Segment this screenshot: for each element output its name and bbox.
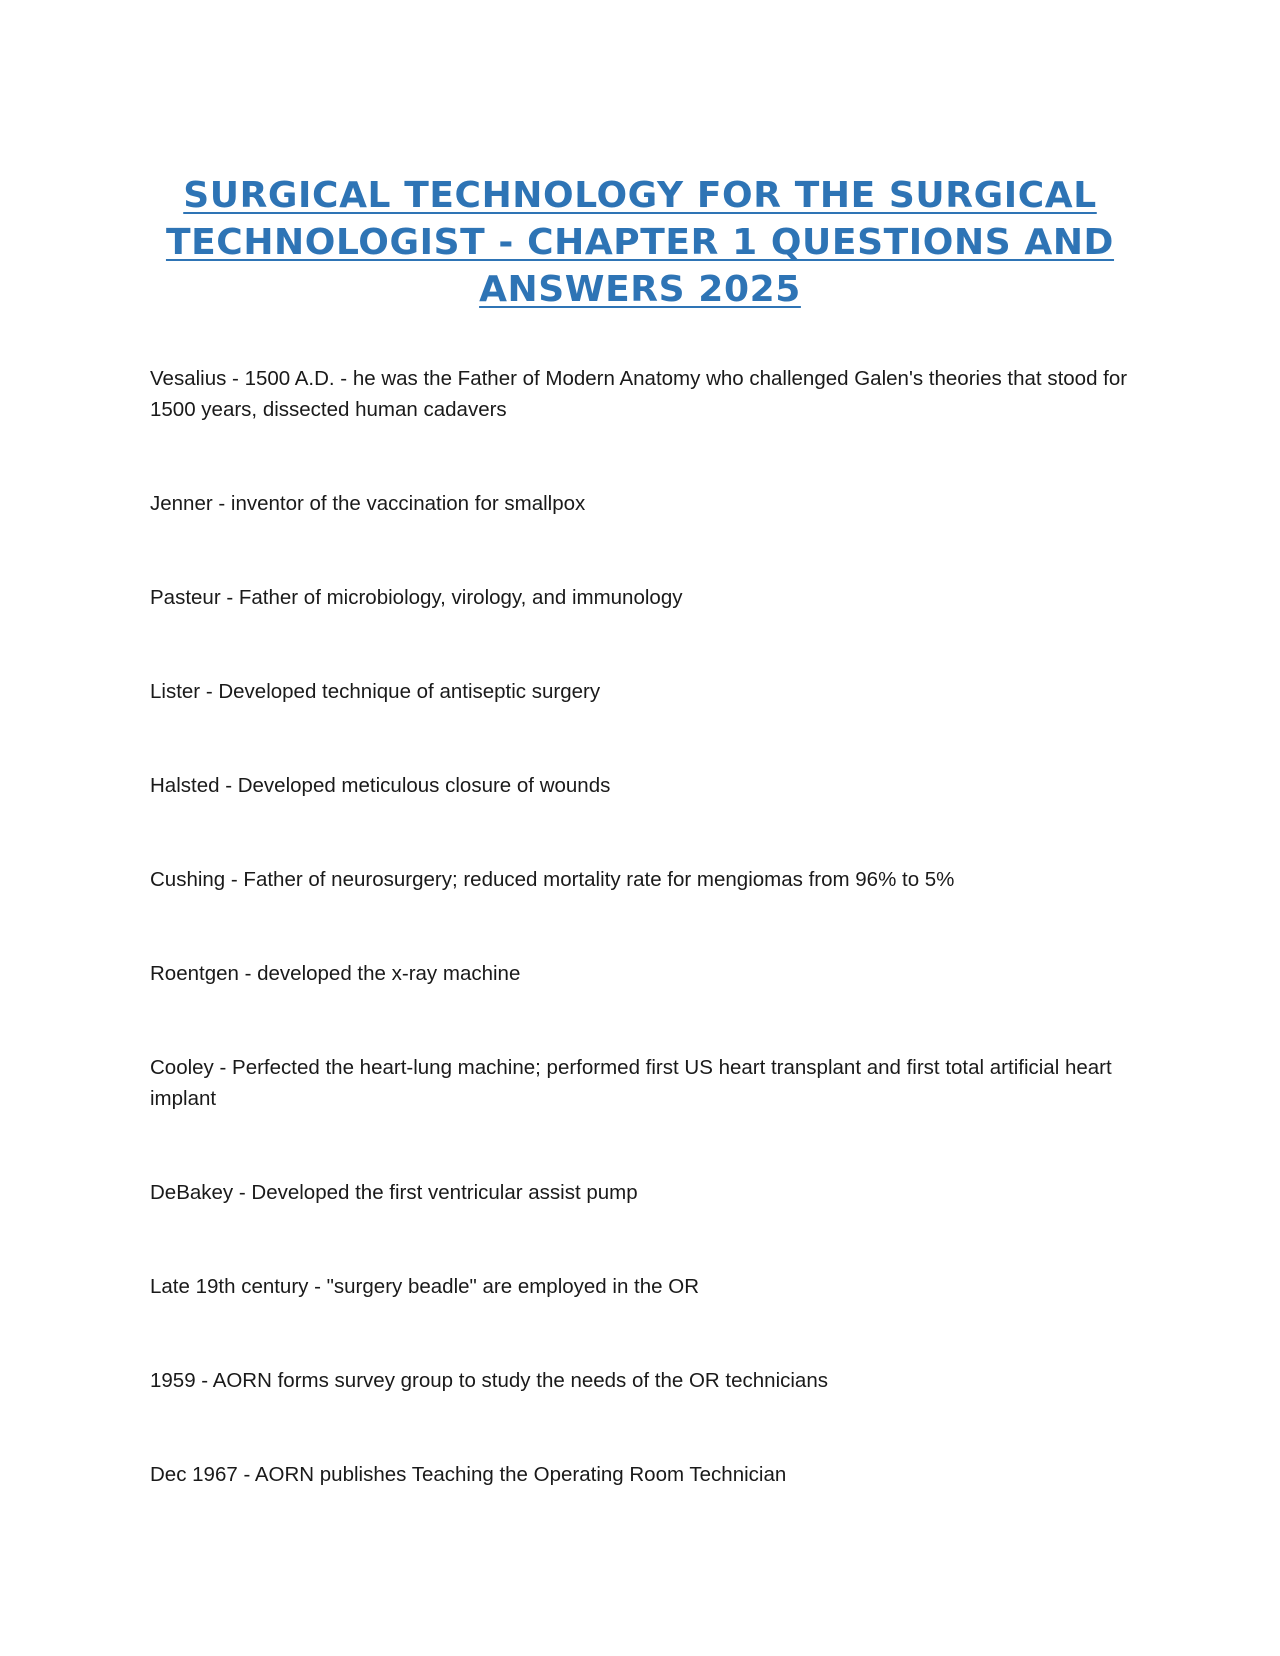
list-item: Late 19th century - "surgery beadle" are employed in the OR	[150, 1275, 699, 1298]
document-title: SURGICAL TECHNOLOGY FOR THE SURGICAL TECHNOLOGIST - CHAPTER 1 QUESTIONS AND ANSWERS 2025	[165, 175, 1115, 310]
list-item: Pasteur - Father of microbiology, virology, and immunology	[150, 586, 683, 609]
list-item: Roentgen - developed the x-ray machine	[150, 962, 521, 985]
list-item: Vesalius - 1500 A.D. - he was the Father of Modern Anatomy who challenged Galen's theories that stood for 1500 years, dissected human cadavers	[150, 367, 1128, 421]
list-item: Cooley - Perfected the heart-lung machine; performed first US heart transplant and first total artificial heart implant	[150, 1056, 1112, 1110]
list-item: Lister - Developed technique of antiseptic surgery	[150, 680, 601, 703]
list-item: Halsted - Developed meticulous closure of wounds	[150, 774, 611, 797]
entry-list	[150, 363, 1140, 1553]
list-item: DeBakey - Developed the first ventricular assist pump	[150, 1181, 638, 1204]
list-item: 1959 - AORN forms survey group to study the needs of the OR technicians	[150, 1369, 828, 1392]
list-item: Jenner - inventor of the vaccination for smallpox	[150, 492, 586, 515]
list-item: Dec 1967 - AORN publishes Teaching the Operating Room Technician	[150, 1463, 787, 1486]
list-item: Cushing - Father of neurosurgery; reduced mortality rate for mengiomas from 96% to 5%	[150, 868, 955, 891]
